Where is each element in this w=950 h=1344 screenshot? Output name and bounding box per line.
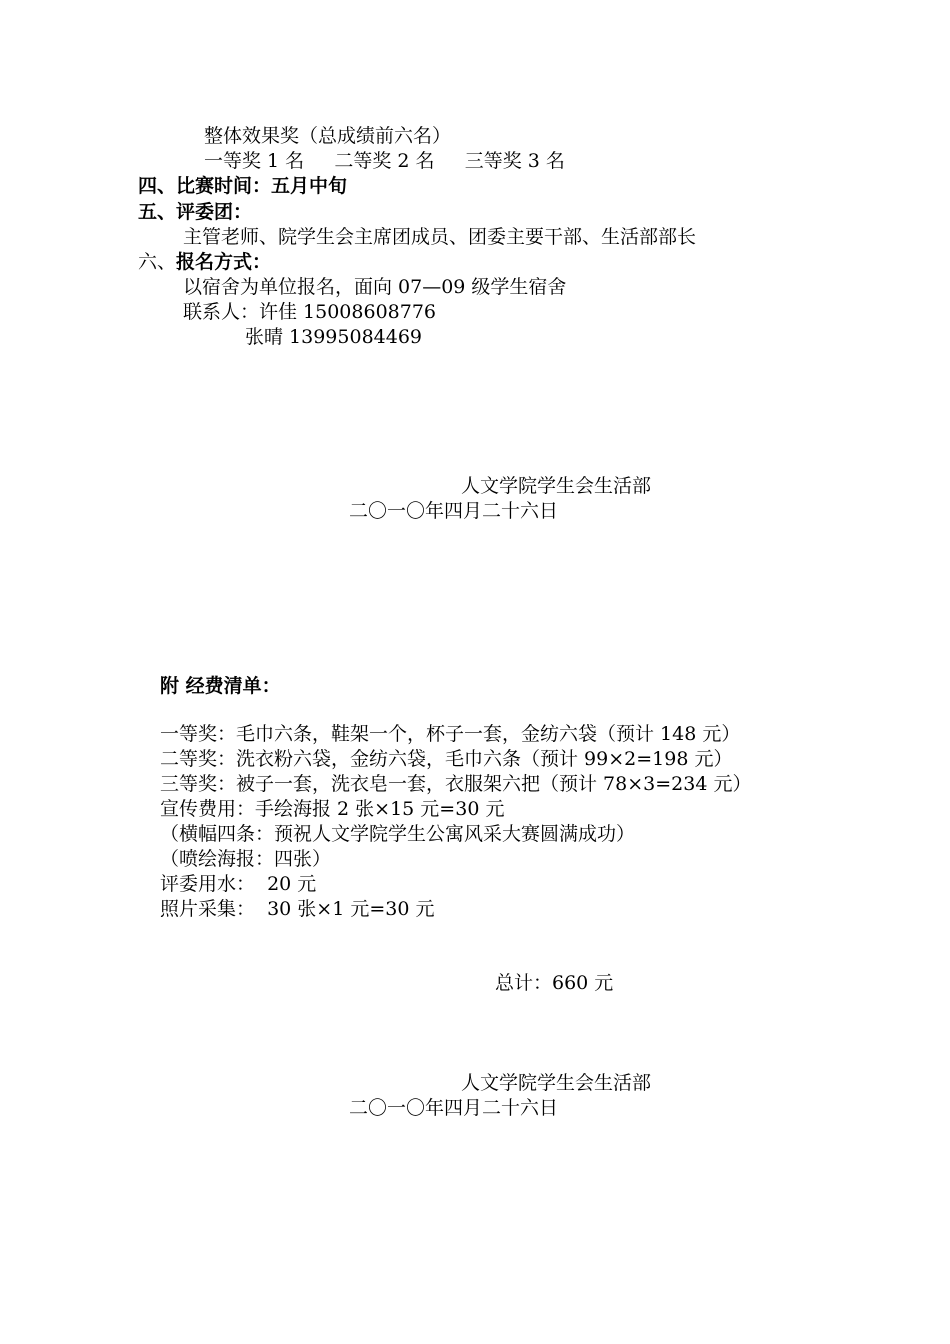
award-ranks-line: 一等奖 1 名 二等奖 2 名 三等奖 3 名: [204, 150, 565, 172]
contact-line-1: 联系人：许佳 15008608776: [183, 301, 437, 323]
budget-total: 总计：660 元: [495, 972, 614, 994]
section-5-body: 主管老师、院学生会主席团成员、团委主要干部、生活部部长: [183, 226, 697, 248]
section-6-heading: [138, 250, 271, 274]
budget-item: 评委用水： 20 元: [160, 873, 317, 895]
contact-line-2: 张晴 13995084469: [245, 326, 423, 348]
section-6-title: 报名方式：: [176, 251, 272, 273]
signature-1-date: 二〇一〇年四月二十六日: [349, 500, 559, 522]
budget-item: （横幅四条：预祝人文学院学生公寓风采大赛圆满成功）: [160, 823, 636, 845]
budget-item: 二等奖：洗衣粉六袋，金纺六袋，毛巾六条（预计 99×2=198 元）: [160, 748, 733, 770]
budget-item: 宣传费用：手绘海报 2 张×15 元=30 元: [160, 798, 505, 820]
section-5-heading: 五、评委团：: [138, 201, 253, 223]
overall-award-line: 整体效果奖（总成绩前六名）: [204, 125, 452, 147]
budget-item: 三等奖：被子一套，洗衣皂一套，衣服架六把（预计 78×3=234 元）: [160, 773, 752, 795]
budget-item: （喷绘海报：四张）: [160, 848, 332, 870]
signature-1-org: 人文学院学生会生活部: [461, 475, 652, 497]
signature-2-org: 人文学院学生会生活部: [461, 1072, 652, 1094]
appendix-title: 附 经费清单：: [160, 675, 281, 697]
budget-item: 一等奖：毛巾六条，鞋架一个，杯子一套，金纺六袋（预计 148 元）: [160, 723, 741, 745]
section-6-body: 以宿舍为单位报名，面向 07—09 级学生宿舍: [183, 276, 567, 298]
section-6-number: 六、: [138, 251, 177, 273]
signature-2-date: 二〇一〇年四月二十六日: [349, 1097, 559, 1119]
budget-item: 照片采集： 30 张×1 元=30 元: [160, 898, 435, 920]
section-4-heading: 四、比赛时间：五月中旬: [138, 175, 348, 197]
